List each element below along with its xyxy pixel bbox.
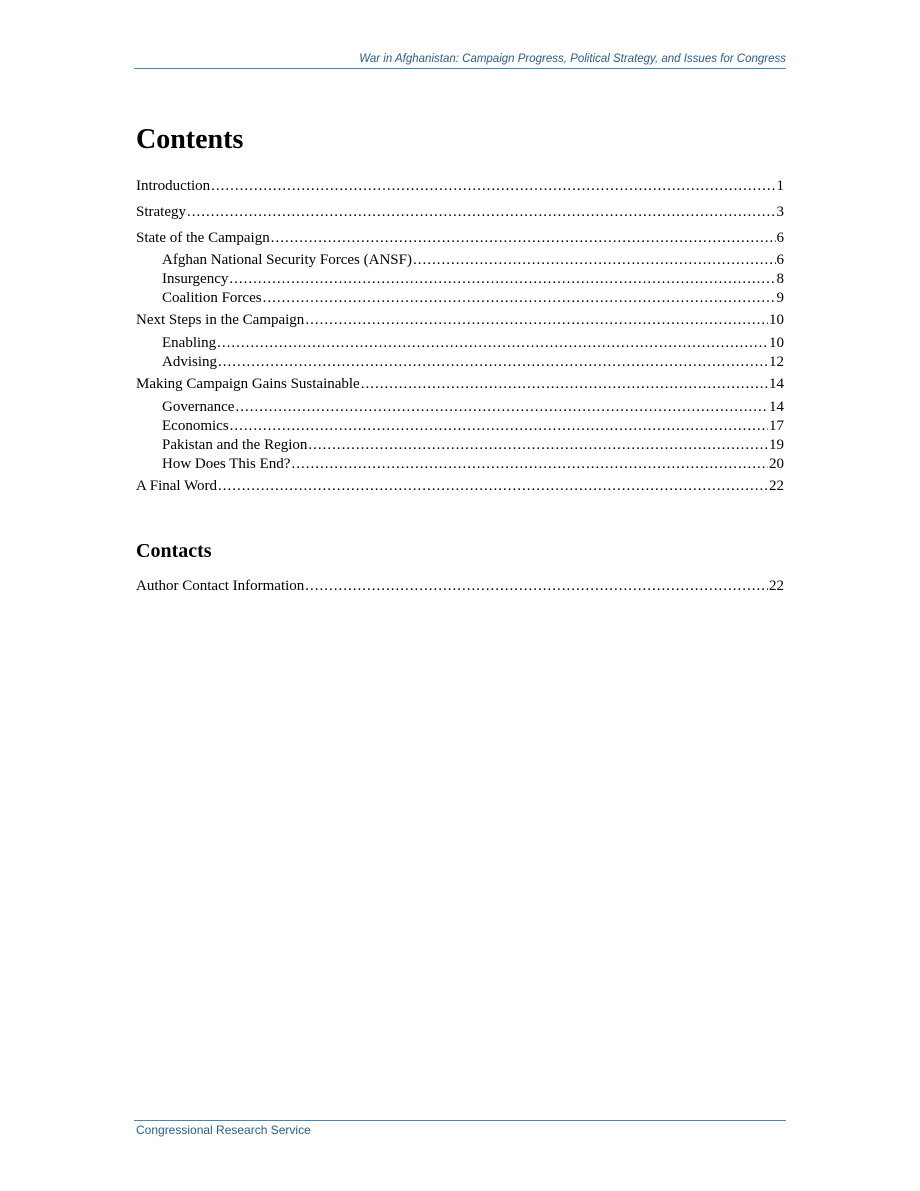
contents-title: Contents	[136, 124, 244, 155]
toc-dot-leader	[217, 333, 768, 353]
toc-entry-insurgency[interactable]	[162, 269, 784, 289]
toc-entry-enabling[interactable]	[162, 333, 784, 353]
toc-entry-advising[interactable]	[162, 352, 784, 372]
toc-entry-how-does-this-end[interactable]	[162, 454, 784, 474]
toc-label: Enabling	[162, 335, 217, 351]
header-rule	[134, 68, 786, 69]
toc-page-number: 1	[776, 178, 784, 194]
toc-dot-leader	[229, 269, 775, 289]
toc-label: Pakistan and the Region	[162, 437, 308, 453]
toc-entry-author-contact-information[interactable]	[136, 576, 784, 596]
toc-page-number: 10	[769, 312, 784, 328]
toc-dot-leader	[263, 288, 776, 308]
toc-entry-coalition-forces[interactable]	[162, 288, 784, 308]
toc-entry-state-of-the-campaign[interactable]	[136, 228, 784, 248]
toc-page-number: 6	[776, 252, 784, 268]
toc-label: How Does This End?	[162, 456, 291, 472]
toc-entry-governance[interactable]	[162, 397, 784, 417]
toc-page-number: 12	[769, 354, 784, 370]
toc-label: State of the Campaign	[136, 230, 270, 246]
footer-text: Congressional Research Service	[136, 1123, 311, 1137]
toc-page-number: 3	[776, 204, 784, 220]
toc-page-number: 19	[769, 437, 784, 453]
toc-entry-introduction[interactable]	[136, 176, 784, 196]
toc-label: Governance	[162, 399, 235, 415]
toc-label: Next Steps in the Campaign	[136, 312, 305, 328]
toc-page-number: 14	[769, 376, 784, 392]
toc-entry-a-final-word[interactable]	[136, 476, 784, 496]
toc-entry-pakistan-and-region[interactable]	[162, 435, 784, 455]
footer-rule	[134, 1120, 786, 1121]
toc-dot-leader	[235, 397, 768, 417]
running-header: War in Afghanistan: Campaign Progress, Political Strategy, and Issues for Congress	[359, 53, 786, 65]
toc-dot-leader	[305, 576, 768, 596]
toc-label: Afghan National Security Forces (ANSF)	[162, 252, 412, 268]
toc-page-number: 9	[776, 290, 784, 306]
toc-page-number: 10	[769, 335, 784, 351]
toc-dot-leader	[230, 416, 768, 436]
toc-entry-ansf[interactable]	[162, 250, 784, 270]
toc-page-number: 22	[769, 478, 784, 494]
toc-dot-leader	[413, 250, 776, 270]
toc-label: Introduction	[136, 178, 211, 194]
toc-label: Making Campaign Gains Sustainable	[136, 376, 360, 392]
toc-page-number: 14	[769, 399, 784, 415]
toc-entry-economics[interactable]	[162, 416, 784, 436]
toc-label: Author Contact Information	[136, 578, 305, 594]
toc-page-number: 22	[769, 578, 784, 594]
toc-dot-leader	[308, 435, 768, 455]
toc-label: Economics	[162, 418, 229, 434]
toc-page-number: 17	[769, 418, 784, 434]
toc-entry-strategy[interactable]	[136, 202, 784, 222]
toc-dot-leader	[305, 310, 768, 330]
toc-label: Coalition Forces	[162, 290, 262, 306]
toc-page-number: 8	[776, 271, 784, 287]
toc-dot-leader	[291, 454, 768, 474]
toc-page-number: 20	[769, 456, 784, 472]
toc-entry-next-steps[interactable]	[136, 310, 784, 330]
contacts-title: Contacts	[136, 540, 212, 562]
toc-label: A Final Word	[136, 478, 218, 494]
toc-label: Strategy	[136, 204, 186, 220]
toc-entry-making-gains-sustainable[interactable]	[136, 374, 784, 394]
toc-dot-leader	[211, 176, 775, 196]
toc-dot-leader	[271, 228, 776, 248]
toc-label: Insurgency	[162, 271, 229, 287]
toc-dot-leader	[361, 374, 768, 394]
toc-dot-leader	[218, 476, 768, 496]
toc-label: Advising	[162, 354, 218, 370]
toc-dot-leader	[187, 202, 776, 222]
toc-dot-leader	[218, 352, 768, 372]
toc-page-number: 6	[776, 230, 784, 246]
